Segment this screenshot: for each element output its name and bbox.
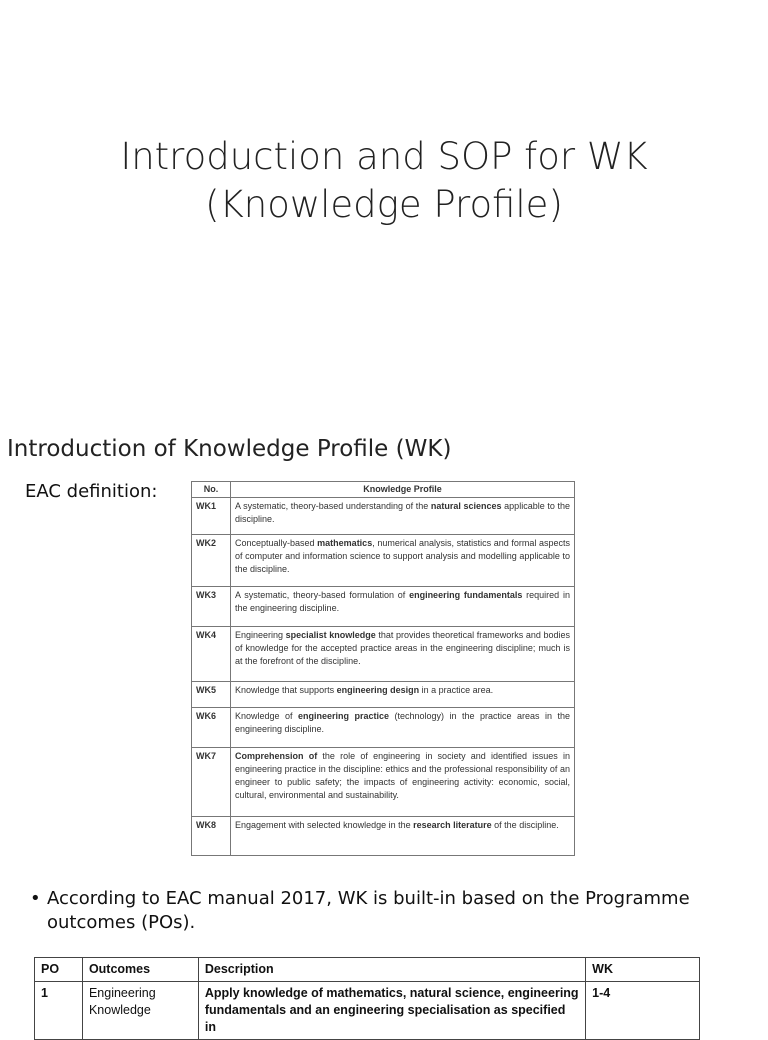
bullet-text: According to EAC manual 2017, WK is built-in based on the Programme outcomes (POs).: [47, 888, 690, 933]
wk-id: WK2: [192, 535, 231, 587]
wk-description-bold-text: specialist knowledge: [285, 630, 376, 640]
knowledge-profile-table: [191, 481, 575, 856]
slide-title-line2: (Knowledge Profile): [205, 183, 563, 226]
bullet-point: [32, 887, 722, 935]
wk-description: [231, 748, 575, 817]
title-slide: [0, 0, 768, 420]
wk-description-bold-text: engineering practice: [298, 711, 390, 721]
wk-description: [231, 682, 575, 708]
wk-description-bold-text: natural sciences: [430, 501, 502, 511]
wk-description-bold-text: Comprehension of: [235, 751, 318, 761]
programme-outcomes-table: [34, 957, 700, 1040]
table-row: [192, 817, 575, 856]
wk-description-text: Knowledge that supports: [235, 685, 337, 695]
wk-description-text: required in the engineering discipline.: [235, 590, 570, 613]
table-row: [192, 627, 575, 682]
bullet-marker: •: [30, 888, 41, 909]
wk-description-text: of the discipline.: [491, 820, 559, 830]
table-row: [192, 682, 575, 708]
wk-description-bold-text: research literature: [413, 820, 492, 830]
wk-id: WK8: [192, 817, 231, 856]
header-description: Description: [198, 958, 585, 982]
wk-description: [231, 627, 575, 682]
table-row: [192, 708, 575, 748]
wk-description-bold-text: mathematics: [317, 538, 373, 548]
wk-description-text: (technology) in the practice areas in the engineering discipline.: [235, 711, 570, 734]
header-outcomes: Outcomes: [82, 958, 198, 982]
table-header-row: [192, 482, 575, 498]
wk-description-text: in a practice area.: [419, 685, 494, 695]
header-no: No.: [192, 482, 231, 498]
wk-description: [231, 708, 575, 748]
wk-description: [231, 498, 575, 535]
po-outcome: Engineering Knowledge: [82, 982, 198, 1040]
slide-title-line1: Introduction and SOP for WK: [120, 135, 648, 178]
wk-description-text: Engagement with selected knowledge in the: [235, 820, 414, 830]
header-wk: WK: [586, 958, 700, 982]
header-po: PO: [35, 958, 83, 982]
wk-description-text: that provides theoretical frameworks and bodies of knowledge for the accepted practice areas in the engineering discipline; much is at the forefront of the discipline.: [235, 630, 570, 666]
slide-title: [0, 133, 768, 229]
wk-description-text: A systematic, theory-based formulation of: [235, 590, 410, 600]
table-row: [35, 982, 700, 1040]
wk-id: WK7: [192, 748, 231, 817]
section-title: Introduction of Knowledge Profile (WK): [7, 436, 452, 462]
eac-definition-label: EAC definition:: [25, 481, 158, 502]
header-knowledge-profile: Knowledge Profile: [231, 482, 575, 498]
wk-id: WK4: [192, 627, 231, 682]
wk-description-text: Knowledge of: [235, 711, 299, 721]
wk-description-text: A systematic, theory-based understanding of the: [235, 501, 431, 511]
wk-id: WK1: [192, 498, 231, 535]
table-row: [192, 587, 575, 627]
wk-id: WK5: [192, 682, 231, 708]
po-wk: 1-4: [586, 982, 700, 1040]
wk-id: WK6: [192, 708, 231, 748]
table-row: [192, 748, 575, 817]
wk-description: [231, 817, 575, 856]
table-row: [192, 535, 575, 587]
wk-description-text: applicable to the discipline.: [235, 501, 570, 524]
wk-description-text: Engineering: [235, 630, 286, 640]
table-row: [192, 498, 575, 535]
wk-description: [231, 535, 575, 587]
po-description: Apply knowledge of mathematics, natural science, engineering fundamentals and an engineering specialisation as specified in: [198, 982, 585, 1040]
wk-description-text: Conceptually-based: [235, 538, 318, 548]
wk-description-bold-text: engineering fundamentals: [409, 590, 523, 600]
wk-id: WK3: [192, 587, 231, 627]
table-header-row: [35, 958, 700, 982]
wk-description-text: , numerical analysis, statistics and formal aspects of computer and information science to support analysis and modelling applicable to the discipline.: [235, 538, 570, 574]
wk-description-text: the role of engineering in society and identified issues in engineering practice in the discipline: ethics and the professional responsibility of an engineer to public safety; the impacts of engineering activity: economic, social, cultural, environmental and sustainability.: [235, 751, 570, 800]
po-number: 1: [35, 982, 83, 1040]
wk-description-bold-text: engineering design: [336, 685, 420, 695]
wk-description: [231, 587, 575, 627]
